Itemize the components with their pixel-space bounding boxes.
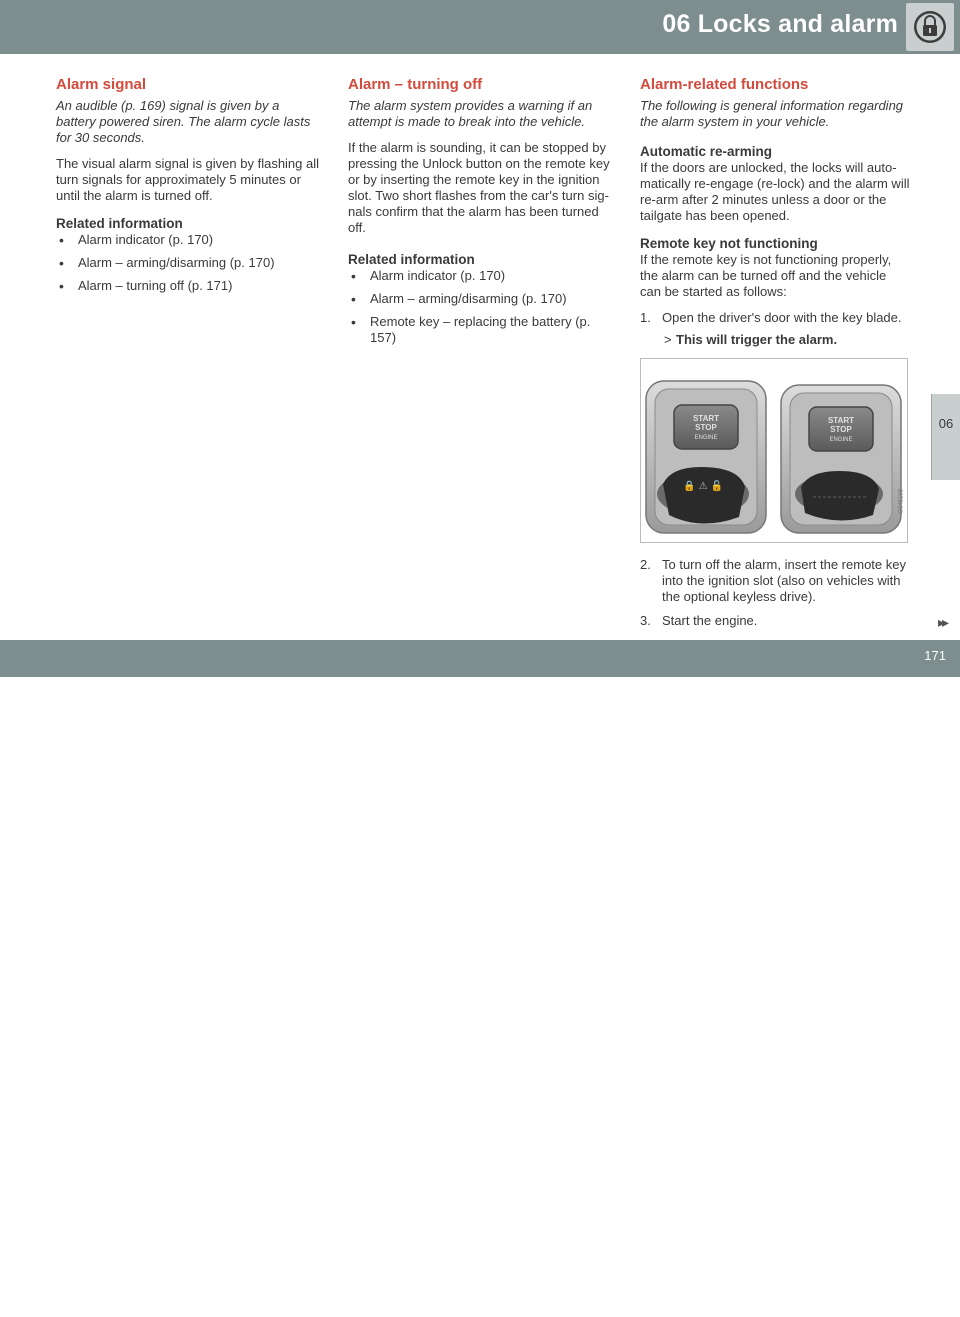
engine-button-text: ENGINE: [694, 435, 718, 441]
svg-text:🔒 ⚠ 🔓: 🔒 ⚠ 🔓: [683, 481, 724, 492]
step-item: [640, 557, 910, 605]
subsection-body: If the doors are unlocked, the locks will auto-matically re-engage (re-lock) and the alarm will re-arm after 2 minutes unless a door or the tailgate has been opened.: [640, 160, 910, 223]
related-info-list: [348, 268, 618, 346]
steps-list-continued: [640, 557, 910, 629]
section-intro: An audible (p. 169) signal is given by a battery powered siren. The alarm cycle lasts for 30 seconds.: [56, 98, 311, 145]
chapter-side-tab[interactable]: [932, 394, 960, 480]
section-body: The visual alarm signal is given by flashing all turn signals for approximately 5 minutes or until the alarm is turned off.: [56, 156, 320, 203]
engine-button-text: ENGINE: [829, 437, 853, 443]
section-intro: The alarm system provides a warning if an attempt is made to break into the vehicle.: [348, 98, 593, 129]
related-link[interactable]: • Remote key – replacing the battery (p. 157): [348, 314, 618, 346]
related-link[interactable]: • Alarm indicator (p. 170): [348, 268, 618, 284]
ignition-slot-illustration: [640, 358, 908, 543]
related-info-list: [56, 232, 321, 294]
stop-button-text: STOP: [830, 425, 852, 434]
column-alarm-turning-off: [348, 76, 618, 353]
step-item: [640, 613, 910, 629]
section-intro: The following is general information regarding the alarm system in your vehicle.: [640, 98, 904, 129]
page-footer: [0, 640, 960, 1316]
step-number: 1.: [640, 310, 651, 325]
result-arrow-icon: >: [664, 332, 672, 347]
section-heading-alarm-signal: Alarm signal: [56, 76, 147, 93]
subheading-remote-key-not-functioning: Remote key not functioning: [640, 236, 818, 251]
step-result: [662, 332, 910, 348]
step-item: [640, 310, 910, 348]
step-text: To turn off the alarm, insert the remote key into the ignition slot (also on vehicles with the optional keyless drive).: [662, 557, 906, 604]
related-link[interactable]: • Alarm – arming/disarming (p. 170): [348, 291, 618, 307]
section-body: If the alarm is sounding, it can be stopped by pressing the Unlock button on the remote key or by inserting the remote key in the ignition slot. Two short flashes from the car's turn sig-nals confirm that the alarm has been turned off.: [348, 140, 610, 235]
start-button-text: START: [692, 414, 720, 423]
related-link[interactable]: • Alarm – arming/disarming (p. 170): [56, 255, 321, 271]
chapter-icon-box: [906, 3, 954, 51]
column-alarm-signal: [56, 76, 321, 301]
page-number: 171: [924, 648, 946, 663]
step-result-text: This will trigger the alarm.: [676, 332, 838, 347]
column-alarm-related-functions: [640, 76, 910, 637]
ignition-key-figure: [641, 359, 907, 542]
side-tab-label: 06: [938, 416, 954, 431]
step-text: Start the engine.: [662, 613, 758, 628]
related-link[interactable]: • Alarm – turning off (p. 171): [56, 278, 321, 294]
subheading-automatic-rearming: Automatic re-arming: [640, 144, 773, 159]
figure-code: G045198: [899, 489, 905, 514]
section-heading-alarm-related-functions: Alarm-related functions: [640, 76, 809, 93]
subsection-body: If the remote key is not functioning properly, the alarm can be turned off and the vehicle can be started as follows:: [640, 252, 892, 299]
step-number: 2.: [640, 557, 651, 572]
related-link[interactable]: • Alarm indicator (p. 170): [56, 232, 321, 248]
padlock-icon: [912, 9, 948, 45]
start-button-text: START: [827, 416, 855, 425]
watermark-text: carmanualsonline.info: [545, 1286, 832, 1316]
step-number: 3.: [640, 613, 651, 628]
step-text: Open the driver's door with the key blade.: [662, 310, 902, 325]
section-heading-alarm-turning-off: Alarm – turning off: [348, 76, 483, 93]
double-chevron-right-icon[interactable]: ▸▸: [937, 614, 946, 630]
steps-list: [640, 310, 910, 348]
chapter-title: 06 Locks and alarm: [662, 10, 898, 38]
page-header: [0, 0, 960, 54]
related-info-heading: Related information: [348, 252, 475, 267]
related-info-heading: Related information: [56, 216, 183, 231]
stop-button-text: STOP: [695, 423, 717, 432]
